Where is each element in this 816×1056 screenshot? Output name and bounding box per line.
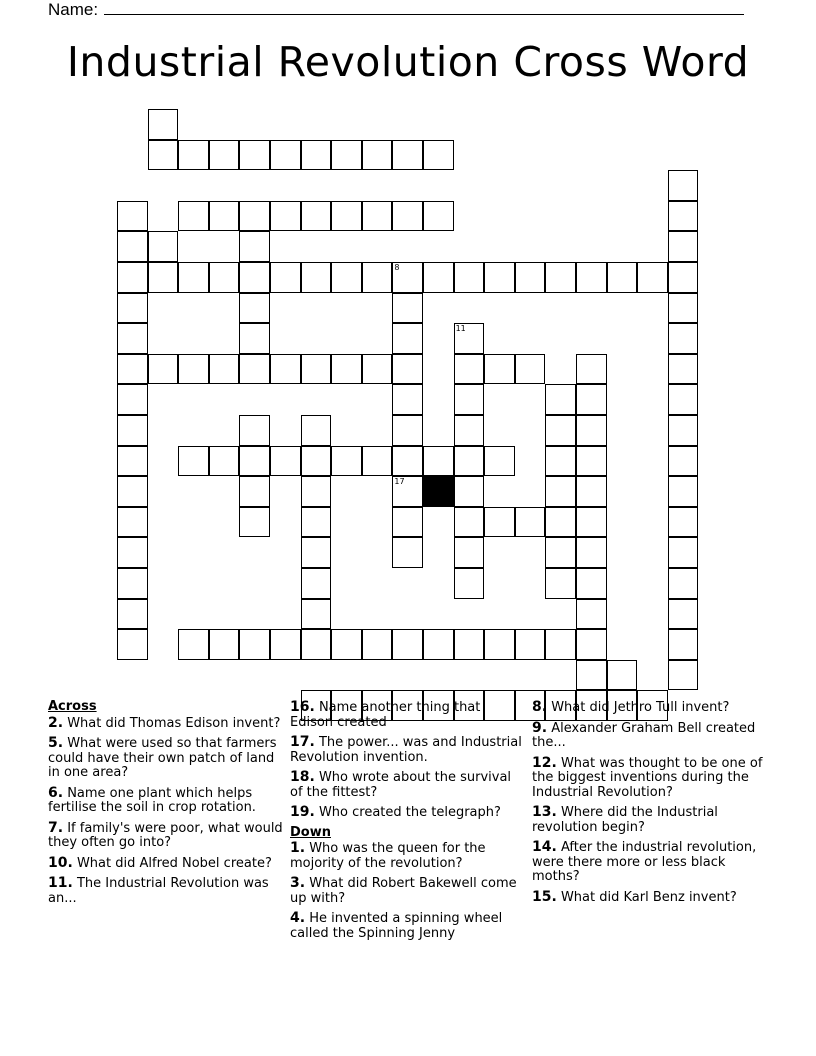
- grid-cell[interactable]: [576, 262, 607, 293]
- clue-item: [48, 821, 283, 851]
- grid-cell[interactable]: [392, 476, 423, 507]
- grid-cell[interactable]: [545, 446, 576, 477]
- clue-item-number: 1.: [290, 840, 306, 856]
- grid-cell[interactable]: [331, 629, 362, 660]
- grid-cell[interactable]: [239, 629, 270, 660]
- grid-cell[interactable]: [178, 201, 209, 232]
- grid-cell[interactable]: [270, 262, 301, 293]
- grid-cell[interactable]: [270, 446, 301, 477]
- grid-cell[interactable]: [301, 507, 332, 538]
- clue-item-number: 10.: [48, 854, 73, 871]
- grid-cell[interactable]: [545, 415, 576, 446]
- grid-cell[interactable]: [668, 476, 699, 507]
- grid-cell[interactable]: [331, 140, 362, 171]
- clue-item-number: 15.: [532, 888, 557, 905]
- grid-cell[interactable]: [576, 629, 607, 660]
- grid-cell[interactable]: [239, 415, 270, 446]
- clue-item-text: Who created the telegraph?: [314, 805, 501, 820]
- clue-item-text: What did Robert Bakewell come up with?: [290, 876, 517, 906]
- grid-cell[interactable]: [301, 354, 332, 385]
- grid-cell[interactable]: [423, 140, 454, 171]
- clue-item: [48, 876, 283, 906]
- clue-item-number: 9.: [532, 719, 548, 736]
- grid-cell[interactable]: [668, 507, 699, 538]
- grid-cell[interactable]: [148, 354, 179, 385]
- grid-cell[interactable]: [576, 476, 607, 507]
- clue-item-number: 12.: [532, 754, 557, 771]
- grid-cell[interactable]: [239, 262, 270, 293]
- grid-cell[interactable]: [301, 262, 332, 293]
- clue-item-text: Who was the queen for the mojority of the revolution?: [290, 841, 486, 871]
- grid-cell[interactable]: [117, 629, 148, 660]
- grid-cell[interactable]: [576, 415, 607, 446]
- clue-item-number: 8.: [532, 699, 548, 715]
- clue-item: [532, 840, 768, 885]
- clue-item-text: Name another thing that Edison created: [290, 700, 481, 730]
- grid-cell[interactable]: [545, 568, 576, 599]
- grid-cell[interactable]: [117, 599, 148, 630]
- grid-cell[interactable]: [392, 537, 423, 568]
- clue-item: [290, 876, 525, 906]
- clues-column-2: [290, 700, 525, 946]
- clue-item-text: What did Thomas Edison invent?: [63, 715, 281, 731]
- grid-cell[interactable]: [239, 507, 270, 538]
- grid-cell[interactable]: [454, 262, 485, 293]
- grid-cell[interactable]: [270, 140, 301, 171]
- grid-cell[interactable]: [607, 262, 638, 293]
- clue-item: [290, 805, 525, 821]
- clue-item: [532, 721, 768, 751]
- clue-item: [532, 805, 768, 835]
- grid-cell[interactable]: [545, 507, 576, 538]
- grid-cell[interactable]: [668, 323, 699, 354]
- grid-cell[interactable]: [178, 629, 209, 660]
- grid-cell[interactable]: [576, 599, 607, 630]
- grid-cell[interactable]: [392, 507, 423, 538]
- clue-item-text: After the industrial revolution, were there more or less black moths?: [532, 840, 757, 884]
- clue-item: [532, 890, 768, 906]
- grid-cell[interactable]: [454, 446, 485, 477]
- grid-cell[interactable]: [117, 201, 148, 232]
- clue-item-number: 14.: [532, 839, 557, 855]
- grid-cell[interactable]: [392, 293, 423, 324]
- grid-cell[interactable]: [270, 201, 301, 232]
- clue-item-number: 3.: [290, 875, 306, 891]
- clue-item-text: The power... was and Industrial Revolution invention.: [290, 735, 522, 765]
- grid-cell[interactable]: [270, 354, 301, 385]
- grid-cell[interactable]: [392, 629, 423, 660]
- clue-item-number: 5.: [48, 735, 64, 751]
- clue-item: [290, 841, 525, 871]
- grid-cell[interactable]: [301, 629, 332, 660]
- grid-cell[interactable]: [117, 384, 148, 415]
- grid-cell[interactable]: [668, 537, 699, 568]
- grid-cell[interactable]: [668, 599, 699, 630]
- grid-cell[interactable]: [362, 262, 393, 293]
- grid-cell[interactable]: [362, 629, 393, 660]
- page-title: Industrial Revolution Cross Word: [66, 38, 750, 86]
- grid-cell[interactable]: [484, 507, 515, 538]
- grid-cell[interactable]: [239, 201, 270, 232]
- grid-cell[interactable]: [484, 354, 515, 385]
- clue-item: [290, 700, 525, 730]
- grid-cell[interactable]: [454, 476, 485, 507]
- grid-cell[interactable]: [301, 140, 332, 171]
- name-label: Name:: [48, 0, 99, 19]
- grid-cell[interactable]: [454, 629, 485, 660]
- grid-cell[interactable]: [454, 354, 485, 385]
- grid-cell[interactable]: [668, 262, 699, 293]
- grid-cell[interactable]: [209, 446, 240, 477]
- grid-cell[interactable]: [148, 262, 179, 293]
- grid-cell[interactable]: [423, 201, 454, 232]
- grid-cell[interactable]: [454, 568, 485, 599]
- grid-cell[interactable]: [545, 262, 576, 293]
- grid-cell[interactable]: [454, 384, 485, 415]
- clue-item-text: What did Jethro Tull invent?: [547, 700, 730, 715]
- grid-cell[interactable]: [178, 354, 209, 385]
- grid-cell[interactable]: [484, 629, 515, 660]
- grid-cell[interactable]: [362, 354, 393, 385]
- clue-number: 17: [394, 477, 405, 487]
- grid-cell-blocked: [423, 476, 454, 507]
- grid-cell[interactable]: [545, 476, 576, 507]
- grid-cell[interactable]: [178, 262, 209, 293]
- clue-number: 11: [455, 324, 466, 334]
- clue-item: [48, 716, 283, 732]
- clue-item-text: Where did the Industrial revolution begin?: [532, 805, 718, 835]
- grid-cell[interactable]: [392, 384, 423, 415]
- grid-cell[interactable]: [668, 170, 699, 201]
- clue-item-text: What was thought to be one of the biggest inventions during the Industrial Revolution?: [532, 755, 763, 800]
- clue-item-text: Name one plant which helps fertilise the soil in crop rotation.: [48, 785, 256, 815]
- clue-item-number: 2.: [48, 714, 64, 731]
- grid-cell[interactable]: [301, 201, 332, 232]
- clues-column-3: [532, 700, 768, 910]
- grid-cell[interactable]: [576, 537, 607, 568]
- grid-cell[interactable]: [392, 354, 423, 385]
- grid-cell[interactable]: [607, 660, 638, 691]
- clues-column-1: [48, 700, 283, 911]
- grid-cell[interactable]: [515, 507, 546, 538]
- clue-item: [48, 786, 283, 816]
- clue-item: [48, 736, 283, 781]
- grid-cell[interactable]: [423, 446, 454, 477]
- clue-item-number: 16.: [290, 699, 315, 715]
- clue-item-text: If family's were poor, what would they often go into?: [48, 820, 283, 850]
- grid-cell[interactable]: [331, 354, 362, 385]
- grid-cell[interactable]: [148, 140, 179, 171]
- grid-cell[interactable]: [331, 262, 362, 293]
- grid-cell[interactable]: [209, 140, 240, 171]
- clue-item-number: 7.: [48, 819, 64, 836]
- grid-cell[interactable]: [668, 231, 699, 262]
- grid-cell[interactable]: [301, 476, 332, 507]
- grid-cell[interactable]: [576, 660, 607, 691]
- grid-cell[interactable]: [515, 629, 546, 660]
- clue-item: [48, 856, 283, 872]
- clue-item: [532, 700, 768, 716]
- grid-cell[interactable]: [239, 140, 270, 171]
- clue-item: [290, 735, 525, 765]
- clue-item-text: The Industrial Revolution was an...: [48, 876, 269, 906]
- grid-cell[interactable]: [576, 568, 607, 599]
- grid-cell[interactable]: [239, 293, 270, 324]
- grid-cell[interactable]: [454, 415, 485, 446]
- across-heading: Across: [48, 699, 97, 714]
- grid-cell[interactable]: [117, 231, 148, 262]
- grid-cell[interactable]: [117, 507, 148, 538]
- grid-cell[interactable]: [423, 629, 454, 660]
- grid-cell[interactable]: [484, 262, 515, 293]
- grid-cell[interactable]: [668, 568, 699, 599]
- clue-item-number: 6.: [48, 784, 64, 801]
- grid-cell[interactable]: [454, 537, 485, 568]
- grid-cell[interactable]: [301, 446, 332, 477]
- grid-cell[interactable]: [117, 354, 148, 385]
- grid-cell[interactable]: [117, 476, 148, 507]
- clue-item-text: Alexander Graham Bell created the...: [532, 720, 756, 750]
- grid-cell[interactable]: [117, 537, 148, 568]
- grid-cell[interactable]: [239, 323, 270, 354]
- grid-cell[interactable]: [209, 629, 240, 660]
- clue-item-text: What did Alfred Nobel create?: [72, 855, 272, 871]
- grid-cell[interactable]: [117, 293, 148, 324]
- grid-cell[interactable]: [301, 537, 332, 568]
- grid-cell[interactable]: [362, 140, 393, 171]
- grid-cell[interactable]: [239, 446, 270, 477]
- grid-cell[interactable]: [637, 262, 668, 293]
- grid-cell[interactable]: [392, 140, 423, 171]
- clue-item: [290, 911, 525, 941]
- grid-cell[interactable]: [392, 415, 423, 446]
- grid-cell[interactable]: [392, 262, 423, 293]
- clue-item-number: 17.: [290, 734, 315, 750]
- grid-cell[interactable]: [576, 384, 607, 415]
- grid-cell[interactable]: [515, 354, 546, 385]
- grid-cell[interactable]: [668, 660, 699, 691]
- grid-cell[interactable]: [454, 507, 485, 538]
- grid-cell[interactable]: [576, 354, 607, 385]
- grid-cell[interactable]: [392, 446, 423, 477]
- grid-cell[interactable]: [178, 140, 209, 171]
- grid-cell[interactable]: [117, 415, 148, 446]
- grid-cell[interactable]: [545, 629, 576, 660]
- grid-cell[interactable]: [545, 384, 576, 415]
- clue-item-text: What were used so that farmers could have their own patch of land in one area?: [48, 736, 277, 780]
- grid-cell[interactable]: [239, 354, 270, 385]
- clue-item: [532, 756, 768, 801]
- grid-cell[interactable]: [392, 201, 423, 232]
- clue-item-text: He invented a spinning wheel called the Spinning Jenny: [290, 911, 503, 941]
- grid-cell[interactable]: [331, 201, 362, 232]
- grid-cell[interactable]: [362, 201, 393, 232]
- grid-cell[interactable]: [117, 323, 148, 354]
- grid-cell[interactable]: [301, 568, 332, 599]
- grid-cell[interactable]: [668, 629, 699, 660]
- grid-cell[interactable]: [668, 446, 699, 477]
- grid-cell[interactable]: [668, 354, 699, 385]
- grid-cell[interactable]: [668, 415, 699, 446]
- clue-number: 8: [394, 263, 400, 272]
- grid-cell[interactable]: [209, 262, 240, 293]
- grid-cell[interactable]: [178, 446, 209, 477]
- grid-cell[interactable]: [209, 201, 240, 232]
- grid-cell[interactable]: [301, 415, 332, 446]
- grid-cell[interactable]: [117, 446, 148, 477]
- down-heading: Down: [290, 824, 331, 840]
- grid-cell[interactable]: [668, 201, 699, 232]
- grid-cell[interactable]: [148, 109, 179, 140]
- grid-cell[interactable]: [117, 568, 148, 599]
- grid-cell[interactable]: [117, 262, 148, 293]
- grid-cell[interactable]: [392, 323, 423, 354]
- grid-cell[interactable]: [239, 231, 270, 262]
- grid-cell[interactable]: [148, 231, 179, 262]
- grid-cell[interactable]: [484, 446, 515, 477]
- grid-cell[interactable]: [668, 293, 699, 324]
- grid-cell[interactable]: [239, 476, 270, 507]
- clue-item-text: Who wrote about the survival of the fittest?: [290, 770, 512, 800]
- clue-item-number: 11.: [48, 875, 73, 891]
- grid-cell[interactable]: [331, 446, 362, 477]
- grid-cell[interactable]: [209, 354, 240, 385]
- grid-cell[interactable]: [576, 507, 607, 538]
- clue-item: [290, 770, 525, 800]
- grid-cell[interactable]: [515, 262, 546, 293]
- grid-cell[interactable]: [301, 599, 332, 630]
- clue-item-number: 4.: [290, 910, 306, 926]
- clue-item-number: 19.: [290, 804, 315, 820]
- grid-cell[interactable]: [423, 262, 454, 293]
- clue-item-text: What did Karl Benz invent?: [556, 889, 737, 905]
- clue-item-number: 13.: [532, 804, 557, 820]
- grid-cell[interactable]: [668, 384, 699, 415]
- clue-item-number: 18.: [290, 769, 315, 785]
- grid-cell[interactable]: [576, 446, 607, 477]
- grid-cell[interactable]: [545, 537, 576, 568]
- grid-cell[interactable]: [454, 323, 485, 354]
- grid-cell[interactable]: [270, 629, 301, 660]
- grid-cell[interactable]: [362, 446, 393, 477]
